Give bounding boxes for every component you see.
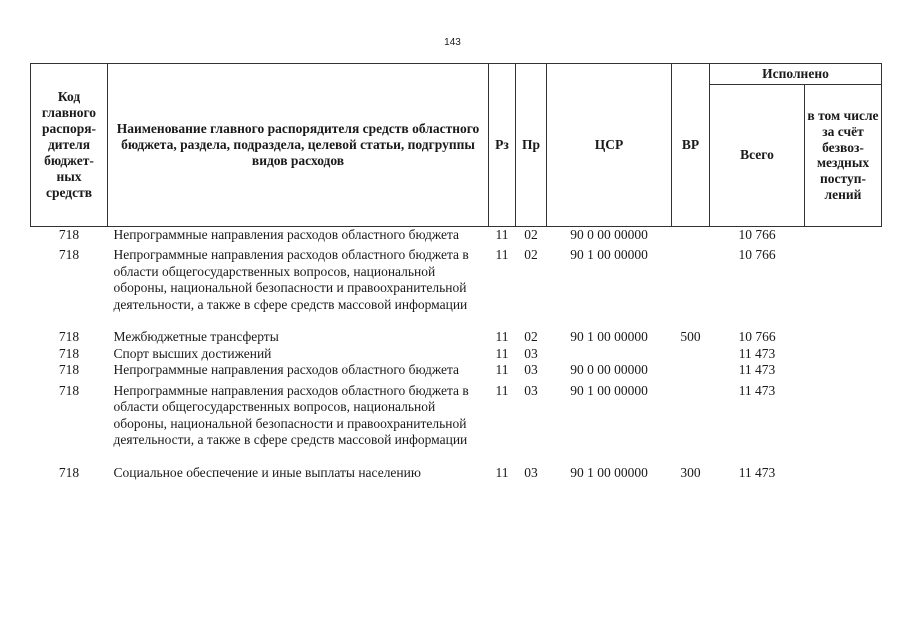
cell-csr: 90 0 00 00000	[570, 362, 648, 378]
cell-csr: 90 1 00 00000	[570, 247, 648, 263]
table-row	[31, 226, 882, 243]
header-pr: Пр	[516, 64, 547, 227]
cell-gratuitous	[805, 379, 882, 449]
cell-csr	[547, 346, 672, 362]
cell-vr	[672, 346, 710, 362]
cell-rz: 11	[495, 329, 509, 345]
cell-csr: 90 0 00 00000	[570, 226, 648, 242]
table-row	[31, 243, 882, 313]
cell-code: 718	[58, 247, 80, 263]
header-total: Всего	[710, 84, 805, 226]
header-rz: Рз	[489, 64, 516, 227]
header-code: Код главного распоря-дителя бюджет-ных средств	[31, 64, 108, 227]
header-csr: ЦСР	[547, 64, 672, 227]
cell-vr	[672, 362, 710, 378]
cell-gratuitous	[805, 329, 882, 345]
cell-rz: 11	[495, 345, 509, 361]
cell-total: 11 473	[738, 345, 776, 361]
header-gratuitous: в том числе за счёт безвоз-мездных поступ-лений	[805, 84, 882, 226]
page-number: 143	[444, 37, 461, 48]
cell-code: 718	[58, 382, 80, 398]
cell-rz: 11	[495, 362, 509, 378]
table-row	[31, 329, 882, 345]
cell-vr	[672, 226, 710, 243]
cell-vr: 500	[680, 329, 701, 345]
cell-total: 11 473	[738, 464, 776, 480]
cell-pr: 03	[524, 464, 538, 480]
cell-csr: 90 1 00 00000	[570, 464, 648, 480]
row-spacer	[31, 313, 882, 329]
table-row	[31, 465, 882, 481]
table-body	[31, 226, 882, 481]
cell-code: 718	[58, 345, 80, 361]
cell-rz: 11	[495, 464, 509, 480]
cell-pr: 02	[524, 226, 538, 242]
cell-gratuitous	[805, 465, 882, 481]
cell-pr: 03	[524, 382, 538, 398]
cell-name: Межбюджетные трансферты	[113, 329, 279, 345]
cell-code: 718	[58, 226, 80, 242]
cell-name: Непрограммные направления расходов областного бюджета	[113, 362, 460, 378]
cell-code: 718	[58, 329, 80, 345]
cell-csr: 90 1 00 00000	[570, 382, 648, 398]
cell-code: 718	[58, 362, 80, 378]
cell-gratuitous	[805, 243, 882, 313]
cell-pr: 02	[524, 247, 538, 263]
cell-name: Непрограммные направления расходов областного бюджета в области общегосударственных вопросов, национальной обороны, национальной безопасности и правоохранительной деятельности, а также в сфере средств массовой информации	[113, 247, 469, 312]
table-row	[31, 362, 882, 378]
cell-name: Социальное обеспечение и иные выплаты населению	[113, 464, 421, 480]
expenditure-table	[30, 63, 882, 481]
cell-total: 10 766	[738, 247, 776, 263]
cell-total: 10 766	[738, 226, 776, 242]
header-vr: ВР	[672, 64, 710, 227]
table-header	[31, 64, 882, 227]
cell-name: Непрограммные направления расходов областного бюджета в области общегосударственных вопросов, национальной обороны, национальной безопасности и правоохранительной деятельности, а также в сфере средств массовой информации	[113, 382, 469, 448]
header-name: Наименование главного распорядителя средств областного бюджета, раздела, подраздела, целевой статьи, подгруппы видов расходов	[108, 64, 489, 227]
cell-pr: 03	[524, 345, 538, 361]
cell-gratuitous	[805, 226, 882, 243]
cell-gratuitous	[805, 362, 882, 378]
cell-vr	[672, 243, 710, 313]
cell-name: Непрограммные направления расходов областного бюджета	[113, 226, 460, 242]
cell-gratuitous	[805, 346, 882, 362]
header-executed: Исполнено	[710, 64, 882, 85]
cell-total: 10 766	[738, 329, 776, 345]
cell-vr: 300	[680, 464, 701, 480]
cell-total: 11 473	[738, 382, 776, 398]
cell-csr: 90 1 00 00000	[570, 329, 648, 345]
row-spacer	[31, 449, 882, 465]
cell-total: 11 473	[738, 362, 776, 378]
cell-rz: 11	[495, 226, 509, 242]
cell-rz: 11	[495, 382, 509, 398]
cell-pr: 03	[524, 362, 538, 378]
cell-rz: 11	[495, 247, 509, 263]
table-row	[31, 346, 882, 362]
table-row	[31, 379, 882, 449]
cell-vr	[672, 379, 710, 449]
cell-name: Спорт высших достижений	[113, 345, 272, 361]
cell-code: 718	[58, 464, 80, 480]
cell-pr: 02	[524, 329, 538, 345]
